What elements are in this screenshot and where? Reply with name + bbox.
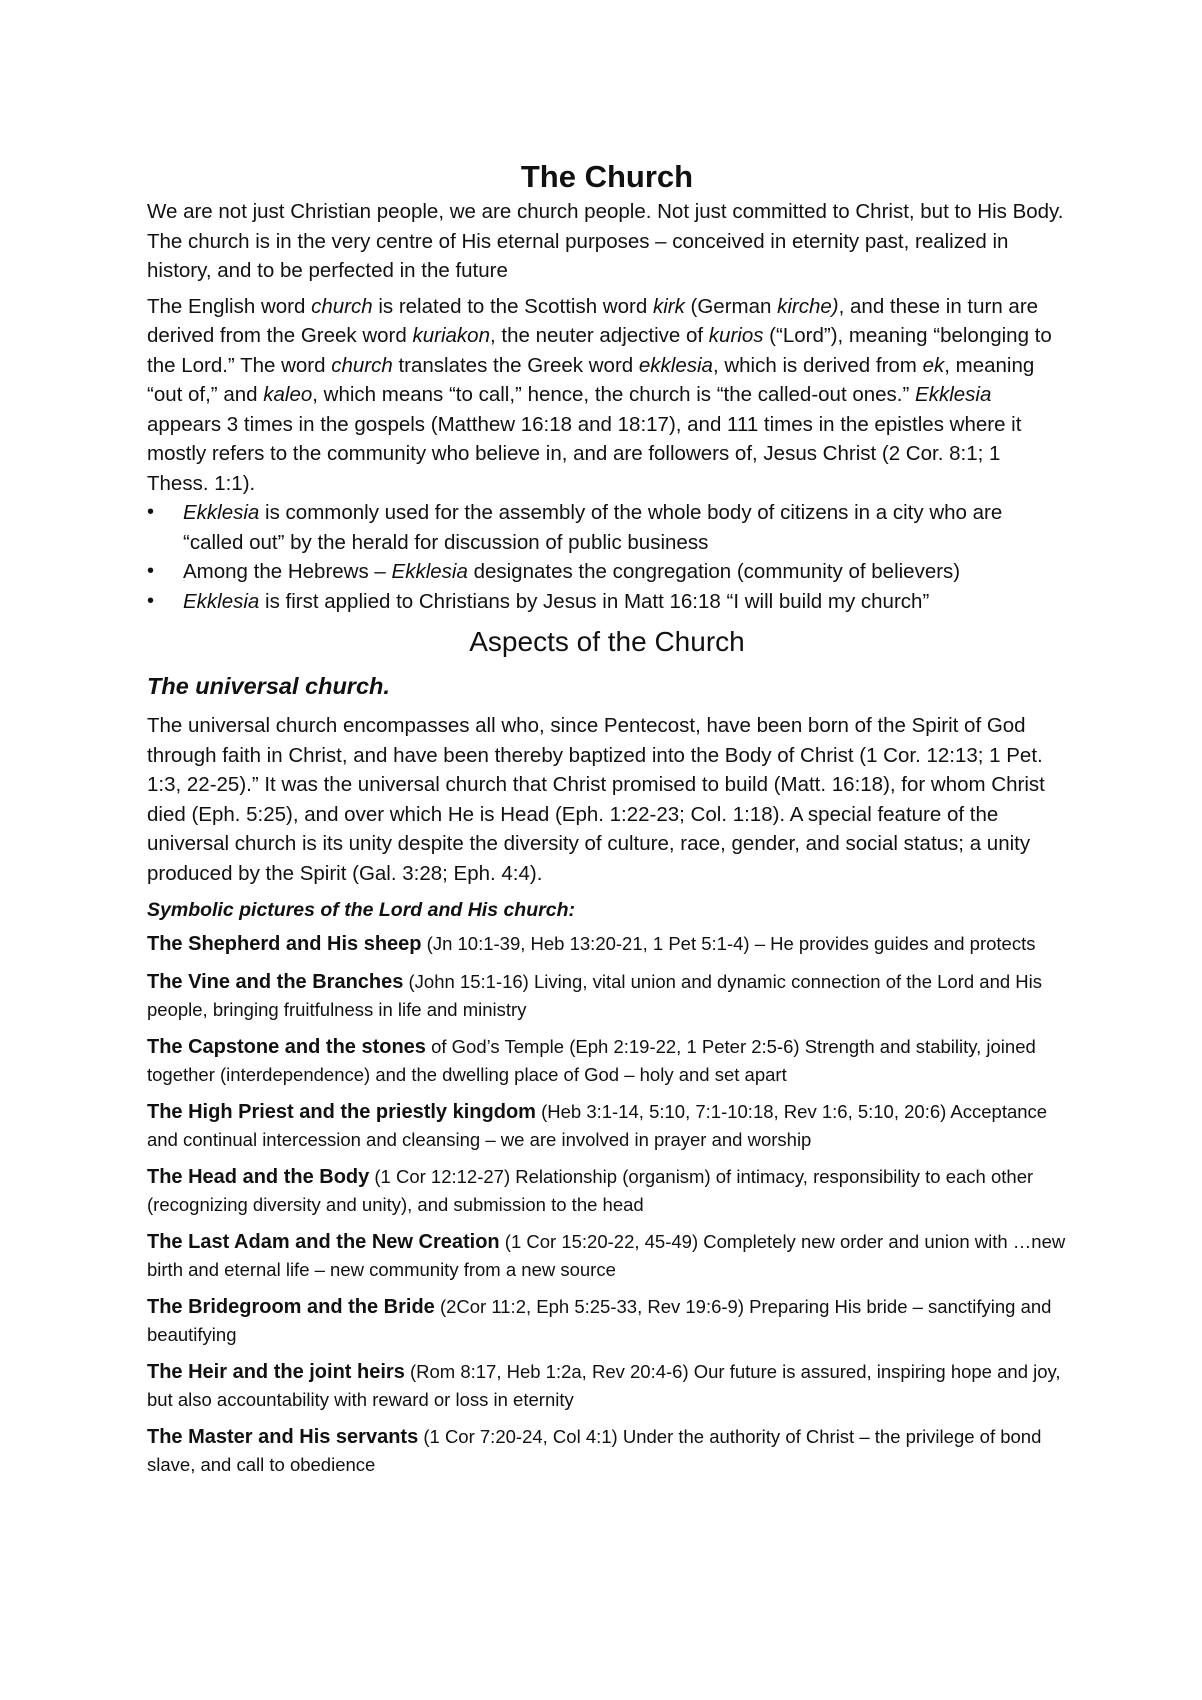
symbolic-picture-item: The Heir and the joint heirs (Rom 8:17, Heb 1:2a, Rev 20:4-6) Our future is assured, inspiring hope and joy, but also accountability with reward or loss in eternity — [147, 1360, 1061, 1410]
list-item: • Ekklesia is first applied to Christians by Jesus in Matt 16:18 “I will build my church” — [147, 587, 1067, 617]
symbolic-picture-item: The Bridegroom and the Bride (2Cor 11:2, Eph 5:25-33, Rev 19:6-9) Preparing His bride – sanctifying and beautifying — [147, 1295, 1052, 1345]
list-item: • Among the Hebrews – Ekklesia designates the congregation (community of believers) — [147, 557, 1067, 587]
symbolic-picture-item: The Last Adam and the New Creation (1 Cor 15:20-22, 45-49) Completely new order and union with …new birth and eternal life – new community from a new source — [147, 1230, 1066, 1280]
etymology-paragraph: The English word church is related to the Scottish word kirk (German kirche), and these in turn are derived from the Greek word kuriakon, the neuter adjective of kurios (“Lord”), meaning “belonging to the Lord.” The word church translates the Greek word ekklesia, which is derived from ek, meaning “out of,” and kaleo, which means “to call,” hence, the church is “the called-out ones.” Ekklesia appears 3 times in the gospels (Matthew 16:18 and 18:17), and 111 times in the epistles where it mostly refers to the community who believe in, and are followers of, Jesus Christ (2 Cor. 8:1; 1 Thess. 1:1). — [147, 294, 1052, 495]
page-title: The Church — [520, 159, 694, 194]
universal-church-heading: The universal church. — [147, 673, 390, 699]
aspects-heading: Aspects of the Church — [469, 626, 745, 657]
symbolic-picture-item: The Shepherd and His sheep (Jn 10:1-39, Heb 13:20-21, 1 Pet 5:1-4) – He provides guides and protects — [147, 933, 1036, 955]
document-page — [147, 158, 1067, 1479]
symbolic-picture-item: The Capstone and the stones of God’s Temple (Eph 2:19-22, 1 Peter 2:5-6) Strength and stability, joined together (interdependence) and the dwelling place of God – holy and set apart — [147, 1035, 1036, 1085]
symbolic-picture-item: The Head and the Body (1 Cor 12:12-27) Relationship (organism) of intimacy, responsibility to each other (recognizing diversity and unity), and submission to the head — [147, 1165, 1034, 1215]
universal-church-paragraph: The universal church encompasses all who, since Pentecost, have been born of the Spirit of God through faith in Christ, and have been thereby baptized into the Body of Christ (1 Cor. 12:13; 1 Pet. 1:3, 22-25).” It was the universal church that Christ promised to build (Matt. 16:18), for whom Christ died (Eph. 5:25), and over which He is Head (Eph. 1:22-23; Col. 1:18). A special feature of the universal church is its unity despite the diversity of culture, race, gender, and social status; a unity produced by the Spirit (Gal. 3:28; Eph. 4:4). — [147, 714, 1045, 885]
symbolic-pictures-heading: Symbolic pictures of the Lord and His church: — [147, 899, 575, 921]
ekklesia-bullet-list — [147, 498, 1067, 616]
intro-paragraph: We are not just Christian people, we are church people. Not just committed to Christ, but to His Body. The church is in the very centre of His eternal purposes – conceived in eternity past, realized in history, and to be perfected in the future — [147, 200, 1064, 282]
list-item: • Ekklesia is commonly used for the assembly of the whole body of citizens in a city who are “called out” by the herald for discussion of public business — [147, 498, 1067, 557]
symbolic-picture-item: The Master and His servants (1 Cor 7:20-24, Col 4:1) Under the authority of Christ – the privilege of bond slave, and call to obedience — [147, 1425, 1042, 1475]
symbolic-picture-item: The Vine and the Branches (John 15:1-16) Living, vital union and dynamic connection of the Lord and His people, bringing fruitfulness in life and ministry — [147, 970, 1043, 1020]
symbolic-picture-item: The High Priest and the priestly kingdom (Heb 3:1-14, 5:10, 7:1-10:18, Rev 1:6, 5:10, 20:6) Acceptance and continual intercession and cleansing – we are involved in prayer and worship — [147, 1100, 1048, 1150]
